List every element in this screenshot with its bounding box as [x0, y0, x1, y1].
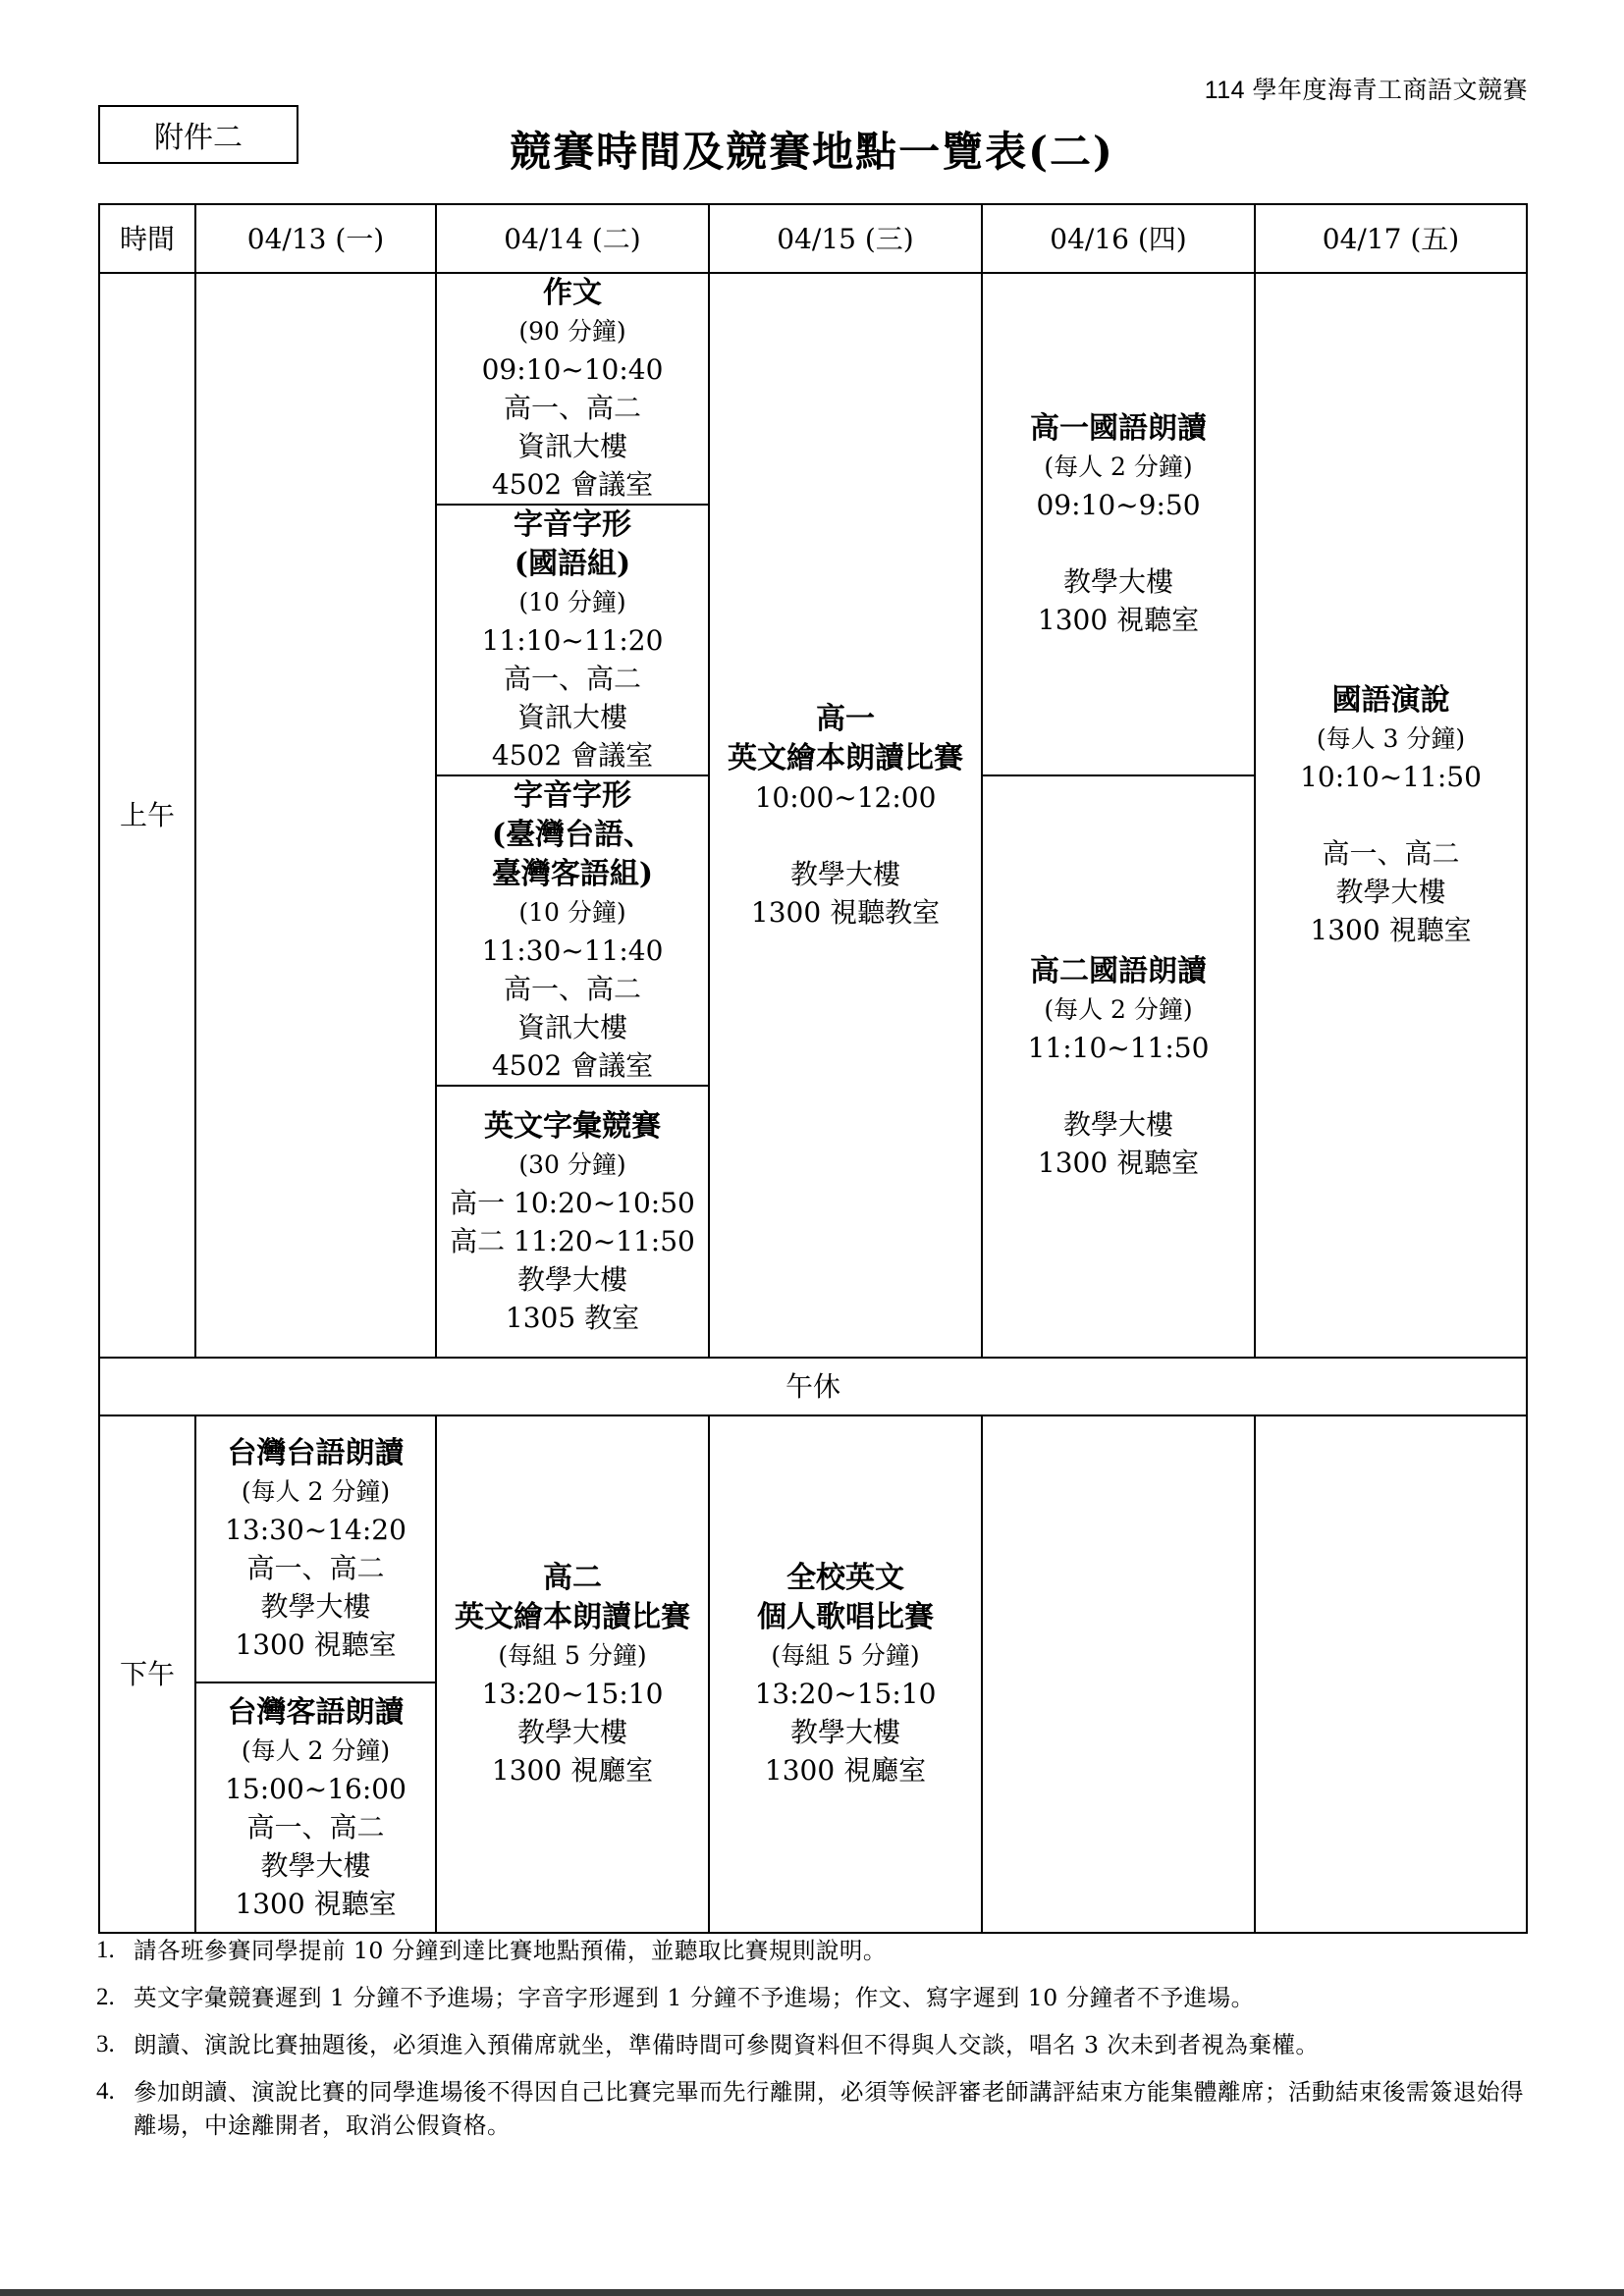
- note-number: 3.: [96, 2031, 115, 2057]
- event-picturebook-g2: [436, 1415, 709, 1933]
- afternoon-cell-fri: [1255, 1415, 1527, 1933]
- event-time: 10:10~11:50: [1300, 761, 1482, 793]
- event-grades: 高一、高二: [503, 973, 641, 1005]
- event-duration: (每人 2 分鐘): [1044, 453, 1193, 481]
- event-title: 高二: [543, 1561, 602, 1595]
- date-header-wed: 04/15 (三): [709, 204, 982, 273]
- note-item: [96, 1934, 1540, 1967]
- event-building: 教學大樓: [1335, 876, 1446, 908]
- event-title: 英文繪本朗讀比賽: [728, 740, 963, 775]
- note-number: 4.: [96, 2078, 115, 2105]
- event-duration: (每組 5 分鐘): [498, 1641, 647, 1670]
- event-title: 字音字形: [514, 778, 631, 813]
- event-title: (國語組): [514, 547, 631, 581]
- note-text: 請各班參賽同學提前 10 分鐘到達比賽地點預備，並聽取比賽規則說明。: [134, 1937, 887, 1964]
- event-duration: (每組 5 分鐘): [771, 1641, 920, 1670]
- event-duration: (每人 2 分鐘): [241, 1735, 391, 1765]
- event-hakka-reading: [195, 1682, 436, 1933]
- event-building: 資訊大樓: [516, 1011, 627, 1043]
- event-title: 高一: [816, 701, 875, 736]
- event-time: 09:10~10:40: [481, 353, 664, 386]
- event-room: 4502 會議室: [491, 1049, 654, 1082]
- event-name-header: 114 學年度海青工商語文競賽: [1204, 77, 1528, 104]
- note-text: 參加朗讀、演說比賽的同學進場後不得因自己比賽完畢而先行離開，必須等候評審老師講評結束方能集體離席；活動結束後需簽退始得離場，中途離開者，取消公假資格。: [134, 2078, 1524, 2139]
- event-essay: [436, 273, 709, 505]
- event-building: 教學大樓: [789, 1716, 900, 1748]
- afternoon-row: [99, 1415, 1527, 1682]
- note-number: 1.: [96, 1937, 115, 1963]
- morning-label: 上午: [99, 273, 195, 1358]
- event-duration: (每人 3 分鐘): [1316, 724, 1466, 753]
- event-duration: (10 分鐘): [518, 588, 626, 616]
- event-time: 10:00~12:00: [754, 780, 937, 814]
- event-title: 高二國語朗讀: [1030, 953, 1207, 988]
- page-title: 競賽時間及競賽地點一覽表(二): [510, 128, 1114, 176]
- event-vocab: [436, 1086, 709, 1358]
- event-title: 台灣台語朗讀: [227, 1436, 405, 1470]
- event-grades: 高一、高二: [1322, 837, 1460, 870]
- event-room: 4502 會議室: [491, 739, 654, 772]
- event-title: 高一國語朗讀: [1030, 411, 1207, 446]
- event-title: (臺灣台語、: [491, 818, 654, 852]
- event-building: 教學大樓: [1062, 1107, 1173, 1141]
- event-room: 1300 視廳室: [491, 1754, 654, 1787]
- event-title: 國語演說: [1331, 683, 1450, 718]
- date-header-mon: 04/13 (一): [195, 204, 436, 273]
- afternoon-label: 下午: [99, 1415, 195, 1933]
- event-building: 教學大樓: [260, 1590, 371, 1623]
- note-item: [96, 2028, 1540, 2061]
- event-reading-g1: [982, 273, 1255, 775]
- afternoon-cell-thu: [982, 1415, 1255, 1933]
- morning-cell-mon: [195, 273, 436, 1358]
- event-room: 1300 視聽室: [1310, 914, 1472, 946]
- event-title: 作文: [543, 276, 602, 310]
- event-duration: (10 分鐘): [518, 898, 626, 927]
- event-duration: (30 分鐘): [518, 1149, 626, 1179]
- footer-rule: [0, 2289, 1624, 2296]
- event-time: 11:10~11:50: [1027, 1031, 1210, 1064]
- event-time: 15:00~16:00: [225, 1772, 406, 1805]
- note-text: 朗讀、演說比賽抽題後，必須進入預備席就坐，準備時間可參閱資料但不得與人交談，唱名 3 次未到者視為棄權。: [134, 2031, 1320, 2058]
- event-time: 高一 10:20~10:50: [450, 1186, 695, 1219]
- date-header-tue: 04/14 (二): [436, 204, 709, 273]
- event-english-singing: [709, 1415, 982, 1933]
- note-item: [96, 1981, 1540, 2014]
- event-room: 1305 教室: [505, 1301, 640, 1334]
- lunch-row: [99, 1358, 1527, 1415]
- event-picturebook-g1: [709, 273, 982, 1358]
- event-duration: (每人 2 分鐘): [241, 1477, 391, 1506]
- event-title: 英文字彙競賽: [484, 1108, 661, 1144]
- event-time: 13:20~15:10: [481, 1678, 664, 1710]
- event-title: 台灣客語朗讀: [227, 1694, 405, 1730]
- event-grades: 高一、高二: [246, 1552, 385, 1584]
- event-time: 11:30~11:40: [481, 934, 664, 967]
- event-speech: [1255, 273, 1527, 1358]
- event-building: 教學大樓: [1062, 565, 1173, 598]
- morning-row: [99, 273, 1527, 505]
- event-chars-local: [436, 775, 709, 1086]
- note-number: 2.: [96, 1984, 115, 2010]
- date-header-fri: 04/17 (五): [1255, 204, 1527, 273]
- event-title: 英文繪本朗讀比賽: [455, 1600, 690, 1634]
- lunch-label: 午休: [99, 1358, 1527, 1415]
- event-time: 13:20~15:10: [754, 1678, 937, 1710]
- time-column-header: 時間: [99, 204, 195, 273]
- event-time: 11:10~11:20: [481, 624, 664, 657]
- event-building: 資訊大樓: [516, 701, 627, 733]
- event-room: 1300 視聽教室: [750, 895, 941, 929]
- event-title: 臺灣客語組): [491, 857, 654, 891]
- event-room: 1300 視聽室: [1037, 604, 1200, 636]
- event-title: 個人歌唱比賽: [757, 1600, 934, 1634]
- date-header-thu: 04/16 (四): [982, 204, 1255, 273]
- event-taigi-reading: [195, 1415, 436, 1682]
- note-text: 英文字彙競賽遲到 1 分鐘不予進場；字音字形遲到 1 分鐘不予進場；作文、寫字遲到 10 分鐘者不予進場。: [134, 1984, 1255, 2011]
- event-time: 13:30~14:20: [225, 1514, 406, 1546]
- event-building: 資訊大樓: [516, 430, 627, 462]
- event-room: 1300 視聽室: [235, 1887, 397, 1920]
- event-duration: (每人 2 分鐘): [1044, 994, 1193, 1024]
- event-reading-g2: [982, 775, 1255, 1358]
- event-room: 1300 視廳室: [764, 1754, 927, 1787]
- event-duration: (90 分鐘): [518, 317, 626, 346]
- event-title: 字音字形: [514, 507, 631, 542]
- event-grades: 高一、高二: [503, 663, 641, 695]
- event-grades: 高一、高二: [246, 1810, 385, 1843]
- event-room: 1300 視聽室: [1037, 1146, 1200, 1179]
- event-chars-mandarin: [436, 505, 709, 775]
- schedule-table: [98, 203, 1528, 1934]
- event-building: 教學大樓: [516, 1262, 627, 1296]
- event-building: 教學大樓: [516, 1716, 627, 1748]
- attachment-label: 附件二: [98, 105, 298, 164]
- event-title: 全校英文: [786, 1561, 904, 1595]
- event-room: 1300 視聽室: [235, 1629, 397, 1661]
- event-building: 教學大樓: [789, 857, 900, 890]
- event-building: 教學大樓: [260, 1848, 371, 1882]
- header-row: [99, 204, 1527, 273]
- event-time: 高二 11:20~11:50: [450, 1224, 695, 1257]
- event-grades: 高一、高二: [503, 392, 641, 424]
- event-time: 09:10~9:50: [1036, 489, 1201, 521]
- event-room: 4502 會議室: [491, 468, 654, 501]
- notes-list: [96, 1934, 1540, 2156]
- note-item: [96, 2075, 1540, 2142]
